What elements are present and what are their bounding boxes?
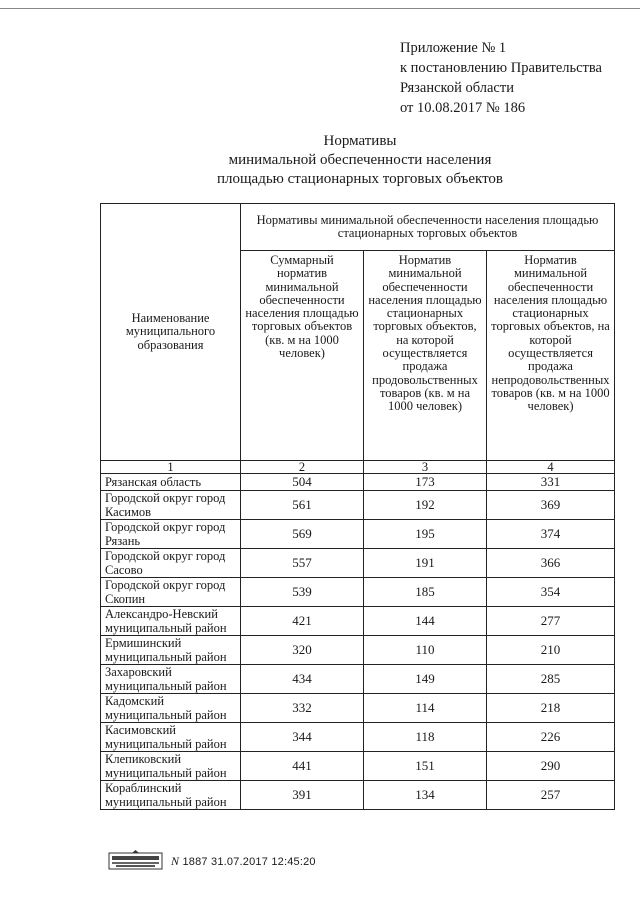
annex-line-4: от 10.08.2017 № 186: [400, 100, 526, 116]
document-title: [0, 132, 640, 189]
row-total: 539: [241, 578, 364, 607]
registration-stamp: [171, 854, 316, 869]
table-row: [101, 723, 615, 752]
table-row: [101, 607, 615, 636]
row-nonfood: 226: [487, 723, 615, 752]
row-name: Александро-Невский муниципальный район: [101, 607, 241, 636]
table-row: [101, 520, 615, 549]
row-name: Городской округ город Сасово: [101, 549, 241, 578]
row-food: 134: [364, 781, 487, 810]
row-food: 149: [364, 665, 487, 694]
col-number: 3: [364, 461, 487, 474]
row-nonfood: 285: [487, 665, 615, 694]
header-col-nonfood: Норматив минимальной обеспеченности населения площадью стационарных торговых объектов, на которой осуществляется продажа непродовольственных товаров (кв. м на 1000 человек): [487, 251, 615, 461]
table-row: [101, 549, 615, 578]
header-group: Нормативы минимальной обеспеченности населения площадью стационарных торговых объектов: [241, 204, 615, 251]
row-name: Городской округ город Скопин: [101, 578, 241, 607]
header-col-total: Суммарный норматив минимальной обеспеченности населения площадью торговых объектов (кв. м на 1000 человек): [241, 251, 364, 461]
row-food: 192: [364, 491, 487, 520]
table-header-row-1: [101, 204, 615, 251]
table-row: [101, 665, 615, 694]
page-top-line: [0, 8, 640, 9]
row-food: 185: [364, 578, 487, 607]
registry-stamp-icon: [108, 850, 163, 872]
annex-line-3: Рязанской области: [400, 80, 514, 96]
row-total: 391: [241, 781, 364, 810]
row-name: Клепиковский муниципальный район: [101, 752, 241, 781]
column-numbers-row: [101, 461, 615, 474]
row-nonfood: 331: [487, 474, 615, 491]
row-nonfood: 257: [487, 781, 615, 810]
norms-table: [100, 203, 615, 810]
row-total: 561: [241, 491, 364, 520]
col-number: 4: [487, 461, 615, 474]
title-line-1: Нормативы: [323, 133, 397, 149]
row-total: 332: [241, 694, 364, 723]
row-name: Рязанская область: [101, 474, 241, 491]
row-nonfood: 218: [487, 694, 615, 723]
annex-block: [400, 38, 602, 118]
row-name: Городской округ город Рязань: [101, 520, 241, 549]
row-name: Касимовский муниципальный район: [101, 723, 241, 752]
row-total: 504: [241, 474, 364, 491]
row-nonfood: 374: [487, 520, 615, 549]
col-number: 1: [101, 461, 241, 474]
row-food: 173: [364, 474, 487, 491]
row-total: 557: [241, 549, 364, 578]
annex-line-1: Приложение № 1: [400, 40, 507, 56]
annex-line-2: к постановлению Правительства: [400, 60, 602, 76]
table-row: [101, 491, 615, 520]
table-row: [101, 578, 615, 607]
row-nonfood: 210: [487, 636, 615, 665]
table-row: [101, 752, 615, 781]
row-food: 191: [364, 549, 487, 578]
row-nonfood: 290: [487, 752, 615, 781]
row-nonfood: 354: [487, 578, 615, 607]
row-total: 421: [241, 607, 364, 636]
col-number: 2: [241, 461, 364, 474]
table-row: [101, 474, 615, 491]
row-nonfood: 277: [487, 607, 615, 636]
table-row: [101, 694, 615, 723]
title-line-3: площадью стационарных торговых объектов: [216, 171, 504, 187]
table-row: [101, 636, 615, 665]
row-nonfood: 369: [487, 491, 615, 520]
row-food: 118: [364, 723, 487, 752]
row-total: 320: [241, 636, 364, 665]
header-col-food: Норматив минимальной обеспеченности населения площадью стационарных торговых объектов, на которой осуществляется продажа продовольственных товаров (кв. м на 1000 человек): [364, 251, 487, 461]
row-total: 344: [241, 723, 364, 752]
row-food: 110: [364, 636, 487, 665]
header-name: Наименование муниципального образования: [101, 204, 241, 461]
row-name: Захаровский муниципальный район: [101, 665, 241, 694]
registration-footer: [108, 850, 316, 872]
row-name: Кадомский муниципальный район: [101, 694, 241, 723]
row-food: 144: [364, 607, 487, 636]
table-row: [101, 781, 615, 810]
number-sign: N: [171, 853, 180, 868]
row-food: 151: [364, 752, 487, 781]
row-name: Кораблинский муниципальный район: [101, 781, 241, 810]
row-name: Городской округ город Касимов: [101, 491, 241, 520]
row-food: 114: [364, 694, 487, 723]
registration-text: 1887 31.07.2017 12:45:20: [182, 855, 316, 868]
row-name: Ермишинский муниципальный район: [101, 636, 241, 665]
row-total: 434: [241, 665, 364, 694]
row-total: 569: [241, 520, 364, 549]
row-food: 195: [364, 520, 487, 549]
title-line-2: минимальной обеспеченности населения: [228, 152, 492, 168]
row-nonfood: 366: [487, 549, 615, 578]
row-total: 441: [241, 752, 364, 781]
